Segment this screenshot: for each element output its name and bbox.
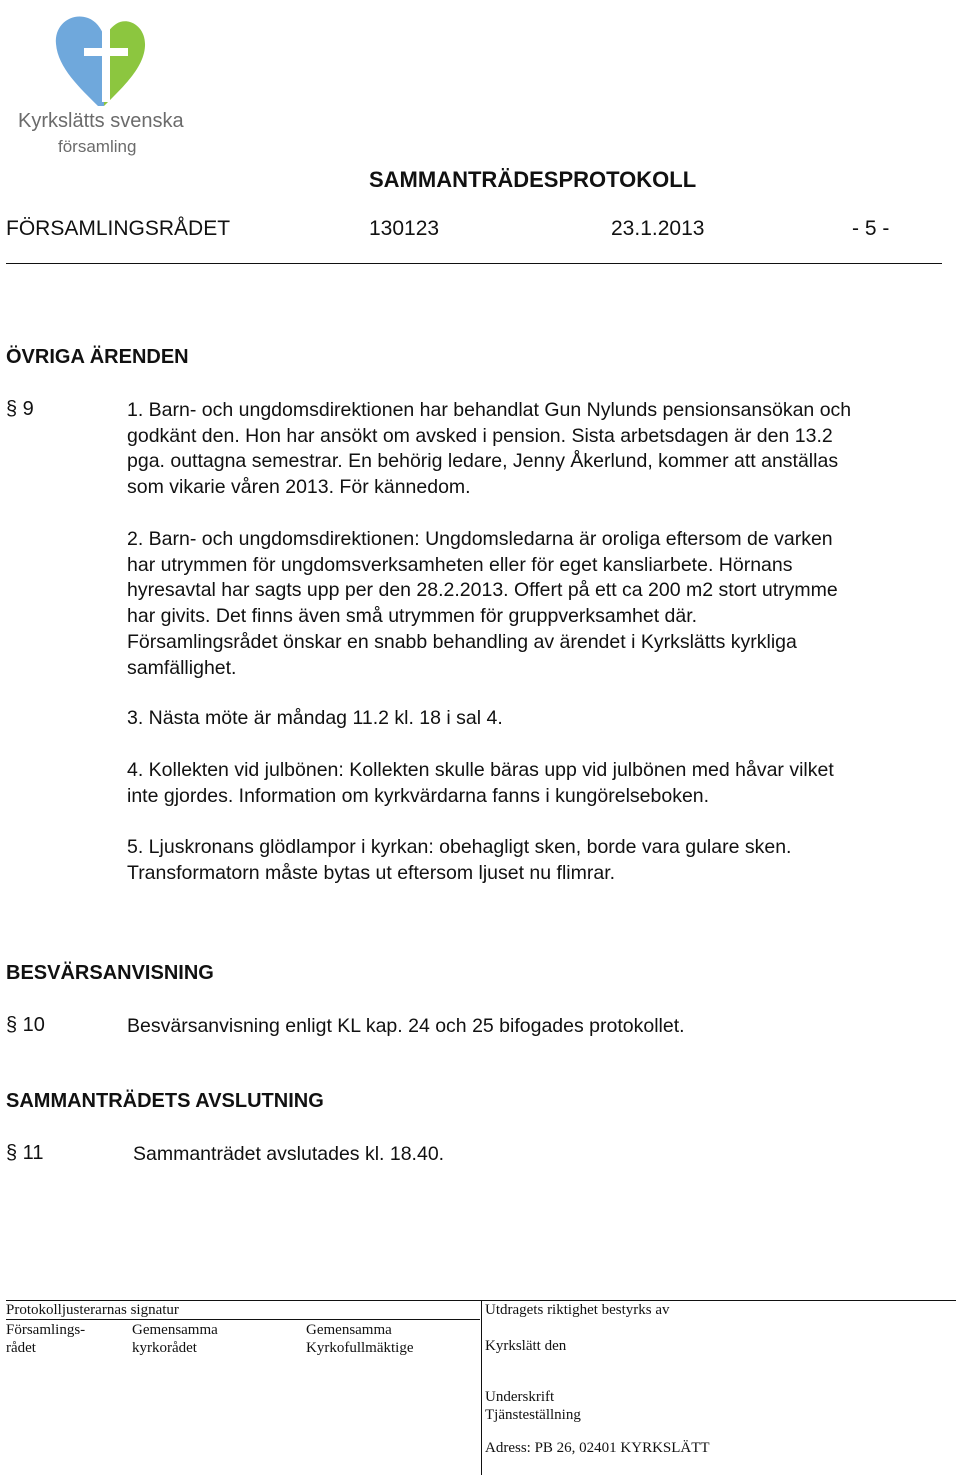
signature-column-line: Kyrkofullmäktige [306, 1340, 414, 1356]
list-item [127, 758, 834, 809]
section-heading-avslutning: SAMMANTRÄDETS AVSLUTNING [6, 1090, 324, 1112]
item-line: 1. Barn- och ungdomsdirektionen har behandlat Gun Nylunds pensionsansökan och [127, 399, 852, 421]
paragraph-number-10: § 10 [6, 1014, 45, 1036]
address: Adress: PB 26, 02401 KYRKSLÄTT [485, 1440, 710, 1456]
item-line: hyresavtal har sagts upp per den 28.2.2013. Offert på ett ca 200 m2 stort utrymme [127, 579, 838, 602]
item-line: som vikarie våren 2013. För kännedom. [127, 476, 471, 499]
item-line: samfällighet. [127, 656, 237, 679]
avslutning-text: Sammanträdet avslutades kl. 18.40. [133, 1143, 445, 1165]
besvar-text: Besvärsanvisning enligt KL kap. 24 och 25 bifogades protokollet. [127, 1015, 685, 1037]
signature-column-forsamlingsradet [6, 1321, 85, 1357]
paragraph-number-9: § 9 [6, 398, 34, 420]
place-date-label: Kyrkslätt den [485, 1338, 567, 1354]
header-rule [6, 263, 942, 264]
signature-column-line: kyrkorådet [132, 1340, 197, 1356]
item-line: Församlingsrådet önskar en snabb behandling av ärendet i Kyrkslätts kyrkliga [127, 630, 797, 653]
position-label: Tjänsteställning [485, 1407, 581, 1423]
signature-column-kyrkofullmaktige [306, 1321, 413, 1357]
item-line: 4. Kollekten vid julbönen: Kollekten skulle bäras upp vid julbönen med håvar vilket [127, 759, 834, 781]
item-line: 2. Barn- och ungdomsdirektionen: Ungdomsledarna är oroliga eftersom de varken [127, 528, 833, 550]
church-logo [18, 6, 183, 158]
item-line: har utrymmen för ungdomsverksamheten eller för eget kansliarbete. Hörnans [127, 553, 793, 576]
certified-heading: Utdragets riktighet bestyrks av [485, 1302, 670, 1318]
header-body: FÖRSAMLINGSRÅDET [6, 217, 231, 240]
list-item [127, 398, 851, 501]
green-heart-icon [104, 21, 145, 106]
section-heading-ovriga: ÖVRIGA ÄRENDEN [6, 346, 189, 368]
item-line: 3. Nästa möte är måndag 11.2 kl. 18 i sal 4. [127, 707, 503, 729]
signature-column-line: Gemensamma [132, 1322, 218, 1338]
item-line: har givits. Det finns även små utrymmen för gruppverksamhet där. [127, 605, 698, 628]
signature-column-kyrkoradet [132, 1321, 218, 1357]
blue-heart-icon [56, 16, 104, 106]
signature-label: Underskrift [485, 1389, 555, 1405]
logo-line1: Kyrkslätts svenska [18, 110, 184, 132]
header-page-number: - 5 - [852, 217, 890, 240]
cross-icon [102, 24, 110, 102]
signature-column-line: Gemensamma [306, 1322, 392, 1338]
list-item [127, 706, 503, 732]
item-line: 5. Ljuskronans glödlampor i kyrkan: obehagligt sken, borde vara gulare sken. [127, 836, 792, 858]
section-heading-besvar: BESVÄRSANVISNING [6, 962, 214, 984]
item-line: godkänt den. Hon har ansökt om avsked i pension. Sista arbetsdagen är den 13.2 [127, 424, 833, 447]
item-line: inte gjordes. Information om kyrkvärdarna fanns i kungörelseboken. [127, 784, 710, 807]
header-date: 23.1.2013 [611, 217, 705, 240]
header-meeting-number: 130123 [369, 217, 440, 240]
signature-column-line: Församlings- [6, 1322, 86, 1338]
item-line: Transformatorn måste bytas ut eftersom ljuset nu flimrar. [127, 861, 616, 884]
footer-inner-rule [6, 1319, 480, 1320]
item-line: pga. outtagna semestrar. En behörig ledare, Jenny Åkerlund, kommer att anställas [127, 450, 839, 473]
footer-divider [481, 1300, 482, 1475]
signature-heading: Protokolljusterarnas signatur [6, 1302, 179, 1318]
document-title: SAMMANTRÄDESPROTOKOLL [369, 167, 697, 192]
list-item [127, 527, 838, 681]
signature-column-line: rådet [6, 1340, 36, 1356]
logo-line2: församling [58, 137, 137, 156]
list-item [127, 835, 791, 886]
paragraph-number-11: § 11 [6, 1142, 44, 1164]
